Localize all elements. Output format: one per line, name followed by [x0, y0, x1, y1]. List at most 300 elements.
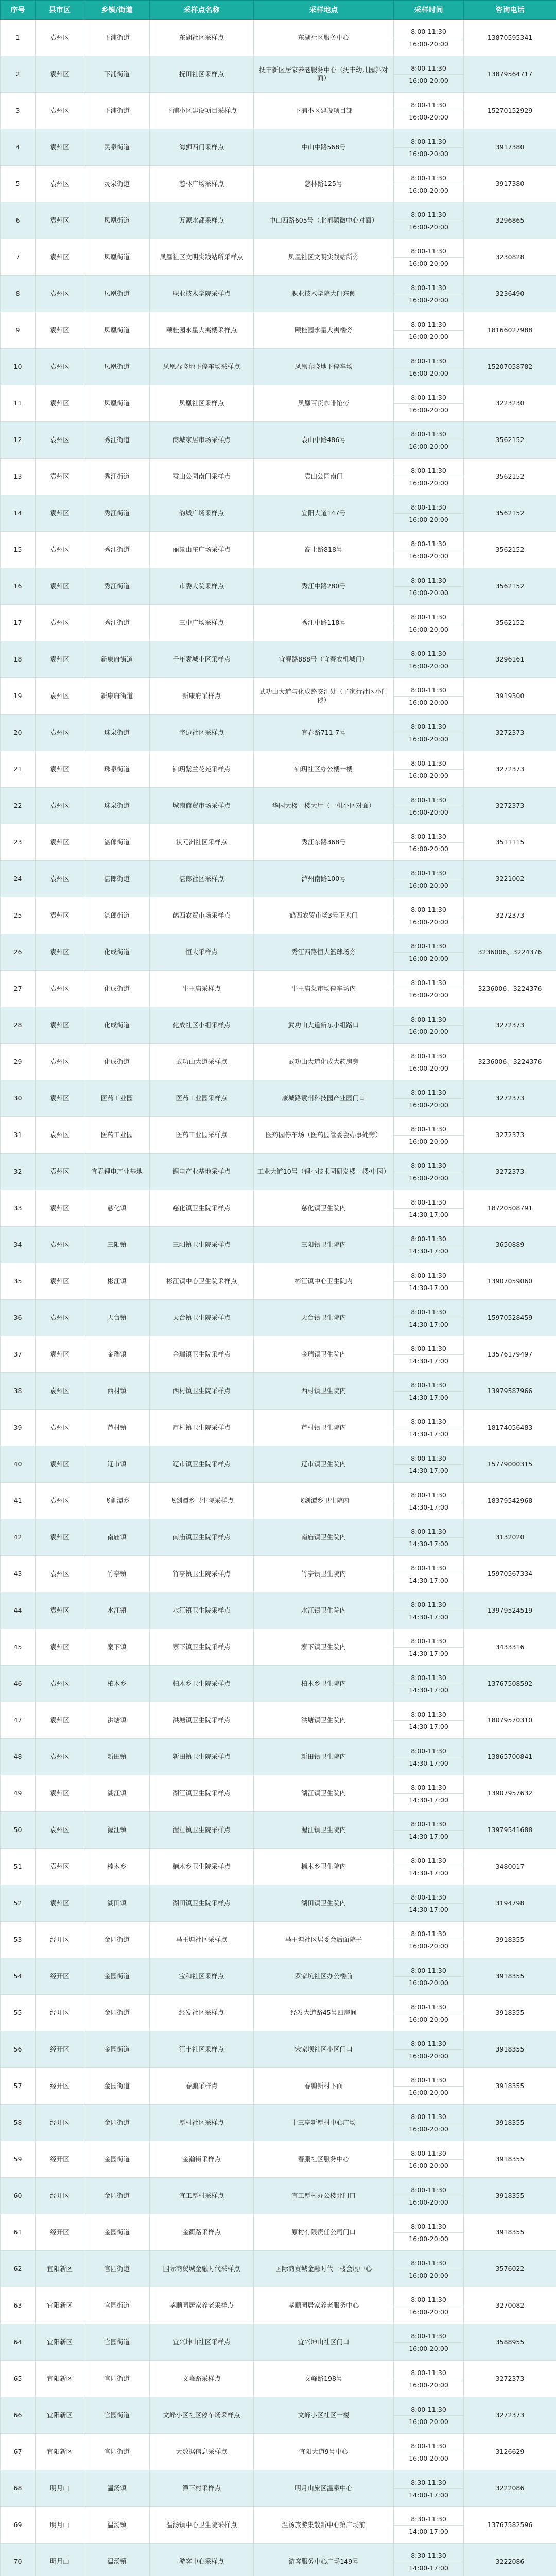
table-row	[1, 1519, 556, 1556]
header-town: 乡镇/街道	[84, 1, 150, 20]
cell-town: 湛郎街道	[84, 861, 150, 897]
cell-no: 64	[1, 2324, 36, 2361]
table-row	[1, 495, 556, 532]
cell-town: 金园街道	[84, 1995, 150, 2031]
cell-county: 袁州区	[36, 1592, 84, 1629]
table-row	[1, 1739, 556, 1775]
cell-sampling-time	[394, 897, 464, 934]
cell-no: 45	[1, 1629, 36, 1666]
cell-site-address: 医药园停车场（医药园管委会办事处旁）	[254, 1117, 394, 1154]
table-row	[1, 2434, 556, 2470]
cell-sampling-time	[394, 166, 464, 202]
cell-no: 29	[1, 1044, 36, 1080]
cell-no: 65	[1, 2361, 36, 2397]
time-slot: 14:30-17:00	[409, 1283, 448, 1292]
cell-county: 经开区	[36, 1958, 84, 1995]
table-row	[1, 2397, 556, 2434]
time-slot: 8:00-11:30	[394, 1379, 463, 1392]
time-slot: 8:00-11:30	[394, 1745, 463, 1757]
time-slot: 8:00-11:30	[394, 611, 463, 623]
cell-site-name: 铂玥紫兰花苑采样点	[150, 751, 254, 788]
cell-no: 12	[1, 422, 36, 459]
cell-sampling-time	[394, 129, 464, 166]
table-body	[1, 20, 556, 2576]
header-county: 县市区	[36, 1, 84, 20]
cell-sampling-time	[394, 2361, 464, 2397]
table-row	[1, 2544, 556, 2576]
table-row	[1, 2105, 556, 2141]
table-row	[1, 1446, 556, 1483]
cell-no: 54	[1, 1958, 36, 1995]
cell-site-address: 凤凰百货咖啡馆旁	[254, 385, 394, 422]
cell-no: 1	[1, 20, 36, 56]
cell-phone: 3272373	[464, 1154, 556, 1190]
table-row	[1, 1373, 556, 1410]
cell-site-address: 宜工厚村办公楼北门口	[254, 2178, 394, 2214]
time-slot: 16:00-20:00	[409, 2125, 448, 2133]
time-slot: 8:00-11:30	[394, 2367, 463, 2379]
cell-sampling-time	[394, 824, 464, 861]
time-slot: 14:30-17:00	[409, 1210, 448, 1218]
cell-county: 袁州区	[36, 1556, 84, 1592]
cell-site-name: 商城家居市场采样点	[150, 422, 254, 459]
cell-site-name: 鹤西农贸市场采样点	[150, 897, 254, 934]
cell-phone: 3230828	[464, 239, 556, 276]
table-row	[1, 678, 556, 715]
cell-phone: 3236006、3224376	[464, 934, 556, 971]
cell-sampling-time	[394, 1446, 464, 1483]
table-row	[1, 971, 556, 1007]
cell-town: 官园街道	[84, 2434, 150, 2470]
time-slot: 14:30-17:00	[409, 1795, 448, 1804]
cell-phone: 3918355	[464, 2105, 556, 2141]
cell-sampling-time	[394, 1007, 464, 1044]
table-row	[1, 2031, 556, 2068]
cell-county: 袁州区	[36, 1117, 84, 1154]
cell-sampling-time	[394, 1373, 464, 1410]
time-slot: 8:00-11:30	[394, 2221, 463, 2233]
cell-sampling-time	[394, 751, 464, 788]
cell-phone: 3919300	[464, 678, 556, 715]
cell-phone: 15207058782	[464, 349, 556, 385]
cell-site-address: 凤凰社区文明实践站所旁	[254, 239, 394, 276]
time-slot: 8:00-11:30	[394, 209, 463, 221]
time-slot: 16:00-20:00	[409, 1942, 448, 1950]
cell-town: 秀江街道	[84, 495, 150, 532]
cell-no: 32	[1, 1154, 36, 1190]
table-row	[1, 385, 556, 422]
cell-site-address: 秀江西路恒大篮球场旁	[254, 934, 394, 971]
cell-town: 化成街道	[84, 1044, 150, 1080]
table-header-row	[1, 1, 556, 20]
cell-no: 34	[1, 1227, 36, 1263]
table-row	[1, 568, 556, 605]
cell-town: 下浦街道	[84, 20, 150, 56]
cell-sampling-time	[394, 1483, 464, 1519]
table-row	[1, 1007, 556, 1044]
cell-site-address: 西村镇卫生院内	[254, 1373, 394, 1410]
cell-town: 凤凰街道	[84, 385, 150, 422]
cell-site-name: 竹亭镇卫生院采样点	[150, 1556, 254, 1592]
time-slot: 8:00-11:30	[394, 1013, 463, 1026]
cell-site-address: 牛王庙菜市场停车场内	[254, 971, 394, 1007]
cell-town: 金园街道	[84, 1922, 150, 1958]
time-slot: 14:30-17:00	[409, 1869, 448, 1877]
time-slot: 8:00-11:30	[394, 245, 463, 258]
table-row	[1, 2287, 556, 2324]
cell-town: 湖田镇	[84, 1885, 150, 1922]
cell-site-address: 华园大楼一楼大厅（一机小区对面）	[254, 788, 394, 824]
cell-site-name: 千年袁城小区采样点	[150, 641, 254, 678]
cell-no: 47	[1, 1702, 36, 1739]
time-slot: 8:00-11:30	[394, 1489, 463, 1501]
time-slot: 8:00-11:30	[394, 757, 463, 770]
time-slot: 16:00-20:00	[409, 2234, 448, 2243]
cell-phone: 15270152929	[464, 93, 556, 129]
time-slot: 8:00-11:30	[394, 2294, 463, 2306]
table-row	[1, 641, 556, 678]
time-slot: 16:00-20:00	[409, 588, 448, 597]
cell-site-name: 市委大院采样点	[150, 568, 254, 605]
cell-phone: 3917380	[464, 166, 556, 202]
cell-sampling-time	[394, 1227, 464, 1263]
cell-sampling-time	[394, 1519, 464, 1556]
table-row	[1, 276, 556, 312]
time-slot: 8:00-11:30	[394, 135, 463, 148]
cell-site-address: 春鹏社区服务中心	[254, 2141, 394, 2178]
cell-site-name: 洪塘镇卫生院采样点	[150, 1702, 254, 1739]
cell-no: 49	[1, 1775, 36, 1812]
time-slot: 16:00-20:00	[409, 1978, 448, 1987]
cell-site-name: 丽景山庄广场采样点	[150, 532, 254, 568]
cell-no: 36	[1, 1300, 36, 1336]
cell-site-address: 原村有限责任公司门口	[254, 2214, 394, 2251]
cell-site-name: 西村镇卫生院采样点	[150, 1373, 254, 1410]
cell-site-address: 马王塘社区居委会后面院子	[254, 1922, 394, 1958]
cell-site-address: 孝顺园居家养老服务中心	[254, 2287, 394, 2324]
cell-no: 62	[1, 2251, 36, 2287]
cell-site-address: 柏木乡卫生院内	[254, 1666, 394, 1702]
cell-town: 水江镇	[84, 1592, 150, 1629]
cell-no: 56	[1, 2031, 36, 2068]
cell-phone: 13879564717	[464, 56, 556, 93]
cell-county: 袁州区	[36, 166, 84, 202]
table-row	[1, 532, 556, 568]
cell-town: 湛郎街道	[84, 897, 150, 934]
cell-site-name: 金衢路采样点	[150, 2214, 254, 2251]
cell-town: 新康府街道	[84, 641, 150, 678]
table-row	[1, 1044, 556, 1080]
cell-town: 官园街道	[84, 2251, 150, 2287]
time-slot: 16:00-20:00	[409, 954, 448, 962]
cell-site-address: 游客服务中心广场149号	[254, 2544, 394, 2576]
cell-site-address: 鹤西农贸市场3号正大门	[254, 897, 394, 934]
time-slot: 16:00-20:00	[409, 2344, 448, 2352]
cell-site-name: 海狮西门采样点	[150, 129, 254, 166]
cell-town: 飞剑潭乡	[84, 1483, 150, 1519]
cell-town: 灵泉街道	[84, 129, 150, 166]
cell-phone: 3272373	[464, 715, 556, 751]
cell-no: 11	[1, 385, 36, 422]
cell-site-name: 武功山大道采样点	[150, 1044, 254, 1080]
cell-site-name: 文峰小区社区停车场采样点	[150, 2397, 254, 2434]
cell-phone: 3194798	[464, 1885, 556, 1922]
time-slot: 16:00-20:00	[409, 808, 448, 816]
cell-sampling-time	[394, 788, 464, 824]
cell-sampling-time	[394, 715, 464, 751]
cell-town: 化成街道	[84, 1007, 150, 1044]
cell-no: 48	[1, 1739, 36, 1775]
cell-sampling-time	[394, 2141, 464, 2178]
cell-town: 秀江街道	[84, 605, 150, 641]
cell-town: 官园街道	[84, 2287, 150, 2324]
cell-phone: 13865700841	[464, 1739, 556, 1775]
time-slot: 16:00-20:00	[409, 1027, 448, 1036]
cell-site-name: 寨下镇卫生院采样点	[150, 1629, 254, 1666]
time-slot: 16:00-20:00	[409, 2454, 448, 2462]
time-slot: 8:00-11:30	[394, 648, 463, 660]
time-slot: 16:00-20:00	[409, 2417, 448, 2426]
time-slot: 16:00-20:00	[409, 332, 448, 341]
cell-town: 珠泉街道	[84, 788, 150, 824]
time-slot: 8:00-11:30	[394, 831, 463, 843]
cell-phone: 13907059060	[464, 1263, 556, 1300]
time-slot: 8:00-11:30	[394, 2184, 463, 2196]
time-slot: 8:00-11:30	[394, 2257, 463, 2269]
cell-no: 19	[1, 678, 36, 715]
cell-county: 宜阳新区	[36, 2397, 84, 2434]
time-slot: 14:30-17:00	[409, 1430, 448, 1438]
cell-no: 46	[1, 1666, 36, 1702]
cell-no: 13	[1, 459, 36, 495]
time-slot: 8:00-11:30	[394, 1891, 463, 1904]
cell-phone: 3433316	[464, 1629, 556, 1666]
cell-no: 51	[1, 1849, 36, 1885]
cell-county: 袁州区	[36, 715, 84, 751]
cell-county: 袁州区	[36, 312, 84, 349]
cell-site-address: 武功山大道与化成路交汇处（了家行社区小门停）	[254, 678, 394, 715]
cell-site-address: 宜阳大道147号	[254, 495, 394, 532]
cell-sampling-time	[394, 1556, 464, 1592]
cell-site-name: 三阳镇卫生院采样点	[150, 1227, 254, 1263]
time-slot: 14:30-17:00	[409, 1686, 448, 1694]
cell-site-address: 武功山大道化成大药房旁	[254, 1044, 394, 1080]
cell-site-address: 秀江中路118号	[254, 605, 394, 641]
cell-town: 温汤镇	[84, 2470, 150, 2507]
cell-sampling-time	[394, 1154, 464, 1190]
time-slot: 8:00-11:30	[394, 62, 463, 75]
cell-site-name: 游客中心采样点	[150, 2544, 254, 2576]
cell-no: 50	[1, 1812, 36, 1849]
cell-site-name: 潭下村采样点	[150, 2470, 254, 2507]
time-slot: 16:00-20:00	[409, 844, 448, 853]
table-row	[1, 2361, 556, 2397]
table-row	[1, 1995, 556, 2031]
cell-county: 袁州区	[36, 1154, 84, 1190]
table-row	[1, 1336, 556, 1373]
cell-sampling-time	[394, 678, 464, 715]
cell-no: 2	[1, 56, 36, 93]
cell-sampling-time	[394, 2105, 464, 2141]
time-slot: 8:00-11:30	[394, 2440, 463, 2452]
cell-no: 21	[1, 751, 36, 788]
cell-no: 9	[1, 312, 36, 349]
cell-sampling-time	[394, 276, 464, 312]
cell-phone: 3126629	[464, 2434, 556, 2470]
cell-town: 化成街道	[84, 971, 150, 1007]
cell-site-name: 辽市镇卫生院采样点	[150, 1446, 254, 1483]
time-slot: 16:00-20:00	[409, 369, 448, 377]
time-slot: 14:00-17:00	[409, 2564, 448, 2572]
time-slot: 16:00-20:00	[409, 442, 448, 450]
time-slot: 16:00-20:00	[409, 1137, 448, 1145]
cell-town: 秀江街道	[84, 532, 150, 568]
cell-county: 宜阳新区	[36, 2287, 84, 2324]
cell-sampling-time	[394, 1849, 464, 1885]
cell-phone: 3562152	[464, 532, 556, 568]
time-slot: 8:00-11:30	[394, 1928, 463, 1940]
cell-sampling-time	[394, 1080, 464, 1117]
cell-phone: 3562152	[464, 459, 556, 495]
cell-town: 湖江镇	[84, 1775, 150, 1812]
cell-county: 袁州区	[36, 1080, 84, 1117]
header-no: 序号	[1, 1, 36, 20]
cell-town: 医药工业园	[84, 1117, 150, 1154]
time-slot: 8:00-11:30	[394, 1050, 463, 1062]
time-slot: 14:30-17:00	[409, 1759, 448, 1767]
time-slot: 8:00-11:30	[394, 940, 463, 953]
time-slot: 14:30-17:00	[409, 1539, 448, 1548]
cell-no: 16	[1, 568, 36, 605]
cell-site-name: 三中广场采样点	[150, 605, 254, 641]
time-slot: 16:00-20:00	[409, 2088, 448, 2096]
cell-phone: 3270082	[464, 2287, 556, 2324]
cell-county: 袁州区	[36, 1812, 84, 1849]
cell-site-address: 新田镇卫生院内	[254, 1739, 394, 1775]
cell-site-address: 袁山中路486号	[254, 422, 394, 459]
cell-county: 经开区	[36, 2068, 84, 2105]
cell-site-name: 湖江镇卫生院采样点	[150, 1775, 254, 1812]
cell-sampling-time	[394, 1812, 464, 1849]
cell-sampling-time	[394, 1336, 464, 1373]
cell-site-address: 洪塘镇卫生院内	[254, 1702, 394, 1739]
cell-sampling-time	[394, 2397, 464, 2434]
table-row	[1, 2470, 556, 2507]
cell-county: 袁州区	[36, 1885, 84, 1922]
cell-phone: 3918355	[464, 2031, 556, 2068]
table-row	[1, 934, 556, 971]
cell-sampling-time	[394, 2507, 464, 2544]
cell-county: 袁州区	[36, 1849, 84, 1885]
cell-phone: 3918355	[464, 2141, 556, 2178]
cell-town: 渥江镇	[84, 1812, 150, 1849]
cell-site-address: 三阳镇卫生院内	[254, 1227, 394, 1263]
cell-phone: 3236006、3224376	[464, 1044, 556, 1080]
table-row	[1, 239, 556, 276]
cell-site-address: 彬江镇中心卫生院内	[254, 1263, 394, 1300]
table-row	[1, 1885, 556, 1922]
cell-site-address: 渥江镇卫生院内	[254, 1812, 394, 1849]
cell-no: 8	[1, 276, 36, 312]
time-slot: 16:00-20:00	[409, 259, 448, 267]
time-slot: 16:00-20:00	[409, 296, 448, 304]
time-slot: 8:00-11:30	[394, 172, 463, 184]
cell-site-name: 东湖社区采样点	[150, 20, 254, 56]
cell-site-address: 楠木乡卫生院内	[254, 1849, 394, 1885]
cell-phone: 3236006、3224376	[464, 971, 556, 1007]
cell-town: 寨下镇	[84, 1629, 150, 1666]
cell-site-name: 天台镇卫生院采样点	[150, 1300, 254, 1336]
cell-county: 袁州区	[36, 1373, 84, 1410]
cell-phone: 13979587966	[464, 1373, 556, 1410]
table-row	[1, 422, 556, 459]
cell-town: 金园街道	[84, 2068, 150, 2105]
cell-town: 三阳镇	[84, 1227, 150, 1263]
time-slot: 16:00-20:00	[409, 2015, 448, 2023]
cell-site-name: 万源水都采样点	[150, 202, 254, 239]
time-slot: 14:30-17:00	[409, 1503, 448, 1511]
cell-no: 55	[1, 1995, 36, 2031]
cell-town: 金园街道	[84, 2141, 150, 2178]
time-slot: 8:00-11:30	[394, 1708, 463, 1721]
cell-site-address: 水江镇卫生院内	[254, 1592, 394, 1629]
cell-town: 凤凰街道	[84, 276, 150, 312]
time-slot: 8:00-11:30	[394, 574, 463, 587]
cell-phone: 3918355	[464, 1922, 556, 1958]
cell-county: 袁州区	[36, 1702, 84, 1739]
cell-site-address: 高士路818号	[254, 532, 394, 568]
cell-site-name: 温汤镇中心卫生院采样点	[150, 2507, 254, 2544]
cell-county: 袁州区	[36, 605, 84, 641]
cell-site-name: 春鹏采样点	[150, 2068, 254, 2105]
cell-no: 35	[1, 1263, 36, 1300]
cell-town: 下浦街道	[84, 56, 150, 93]
cell-county: 袁州区	[36, 495, 84, 532]
table-row	[1, 1958, 556, 1995]
cell-site-name: 马王塘社区采样点	[150, 1922, 254, 1958]
time-slot: 14:30-17:00	[409, 1247, 448, 1255]
cell-sampling-time	[394, 1775, 464, 1812]
cell-no: 20	[1, 715, 36, 751]
cell-site-address: 辽市镇卫生院内	[254, 1446, 394, 1483]
cell-sampling-time	[394, 532, 464, 568]
cell-town: 芦村镇	[84, 1410, 150, 1446]
cell-site-name: 医药工业园采样点	[150, 1117, 254, 1154]
cell-phone: 3222086	[464, 2544, 556, 2576]
cell-sampling-time	[394, 1300, 464, 1336]
cell-county: 袁州区	[36, 1519, 84, 1556]
cell-town: 秀江街道	[84, 568, 150, 605]
cell-county: 袁州区	[36, 202, 84, 239]
table-row	[1, 1702, 556, 1739]
cell-phone: 3272373	[464, 2397, 556, 2434]
cell-site-address: 袁山公园南门	[254, 459, 394, 495]
cell-sampling-time	[394, 861, 464, 897]
time-slot: 16:00-20:00	[409, 479, 448, 487]
cell-county: 袁州区	[36, 678, 84, 715]
cell-sampling-time	[394, 1885, 464, 1922]
time-slot: 16:00-20:00	[409, 881, 448, 889]
cell-site-name: 宜兴坤山社区采样点	[150, 2324, 254, 2361]
cell-no: 5	[1, 166, 36, 202]
cell-site-address: 宜春路888号（宜春农机城门）	[254, 641, 394, 678]
cell-site-address: 中山中路568号	[254, 129, 394, 166]
cell-sampling-time	[394, 1629, 464, 1666]
table-row	[1, 2507, 556, 2544]
cell-no: 31	[1, 1117, 36, 1154]
cell-site-address: 慈林路125号	[254, 166, 394, 202]
time-slot: 16:00-20:00	[409, 2271, 448, 2279]
